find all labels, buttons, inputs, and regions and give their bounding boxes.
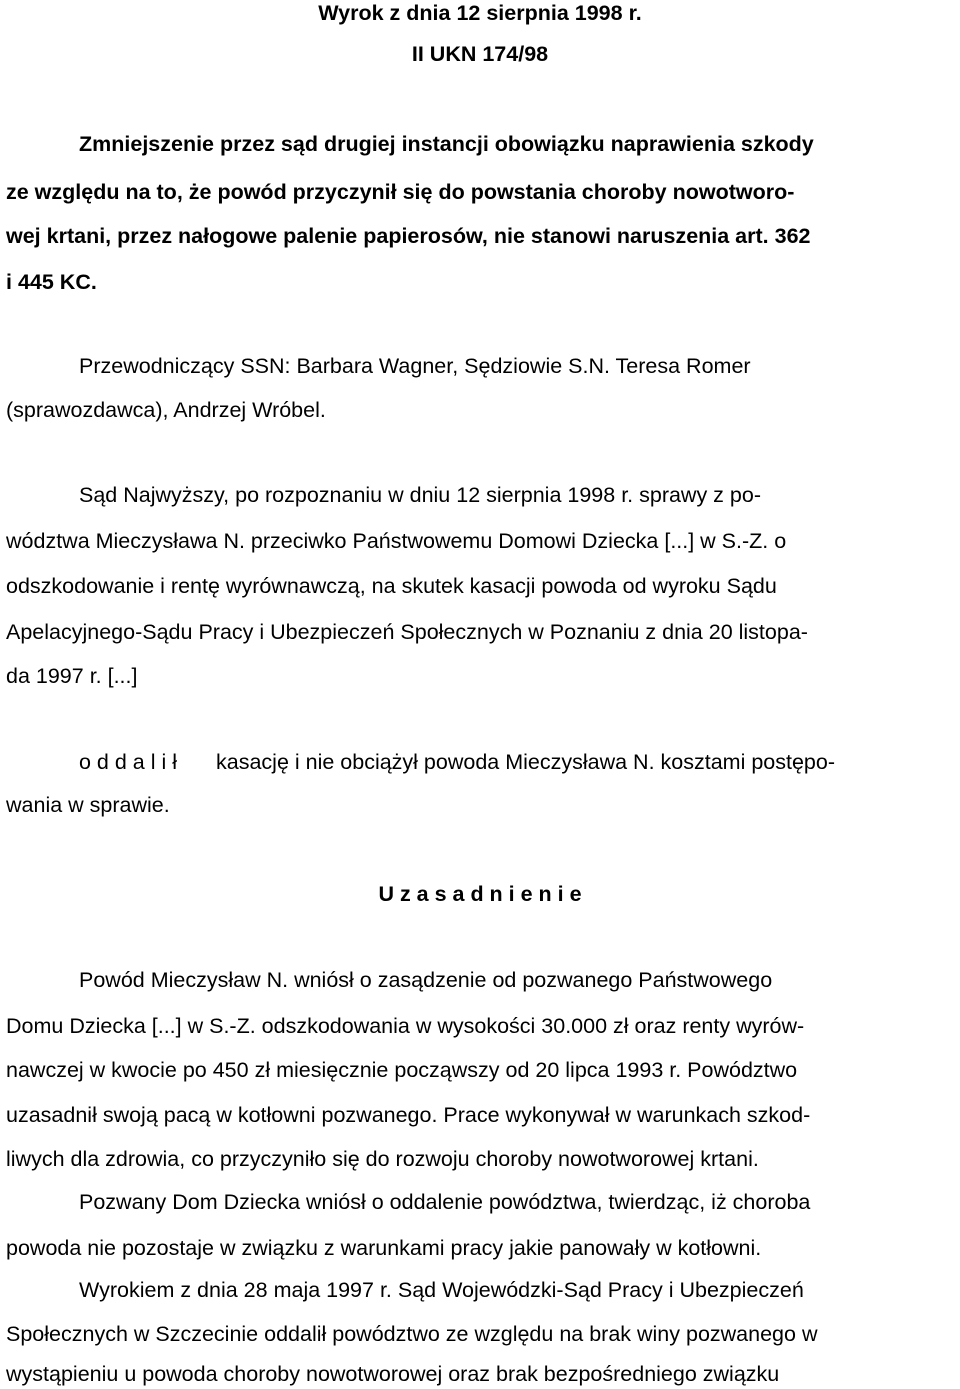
justification-line: Społecznych w Szczecinie oddalił powództwo ze względu na brak winy pozwanego w [6, 1322, 818, 1346]
justification-line: powoda nie pozostaje w związku z warunkami pracy jakie panowały w kotłowni. [6, 1236, 762, 1260]
thesis-line: Zmniejszenie przez sąd drugiej instancji obowiązku naprawienia szkody [79, 132, 814, 156]
thesis-line: wej krtani, przez nałogowe palenie papierosów, nie stanowi naruszenia art. 362 [6, 224, 811, 248]
justification-line: Powód Mieczysław N. wniósł o zasądzenie od pozwanego Państwowego [79, 968, 773, 992]
intro-line: wództwa Mieczysława N. przeciwko Państwowemu Domowi Dziecka [...] w S.-Z. o [6, 529, 787, 553]
intro-line: da 1997 r. [...] [6, 664, 138, 688]
ruling-line: kasację i nie obciążył powoda Mieczysława N. kosztami postępo- [216, 750, 835, 774]
intro-line: Apelacyjnego-Sądu Pracy i Ubezpieczeń Społecznych w Poznaniu z dnia 20 listopa- [6, 620, 808, 644]
justification-line: Domu Dziecka [...] w S.-Z. odszkodowania w wysokości 30.000 zł oraz renty wyrów- [6, 1014, 805, 1038]
intro-line: odszkodowanie i rentę wyrównawczą, na skutek kasacji powoda od wyroku Sądu [6, 574, 777, 598]
justification-heading: U z a s a d n i e n i e [378, 882, 582, 906]
thesis-line: i 445 KC. [6, 270, 97, 294]
document-title: Wyrok z dnia 12 sierpnia 1998 r. [318, 1, 642, 25]
ruling-keyword: o d d a l i ł [79, 750, 177, 774]
thesis-line: ze względu na to, że powód przyczynił się do powstania choroby nowotworo- [6, 180, 795, 204]
case-number: II UKN 174/98 [411, 42, 549, 66]
justification-line: liwych dla zdrowia, co przyczyniło się do rozwoju choroby nowotworowej krtani. [6, 1147, 759, 1171]
composition-line: (sprawozdawca), Andrzej Wróbel. [6, 398, 326, 422]
ruling-line: wania w sprawie. [6, 793, 170, 817]
justification-line: wystąpieniu u powoda choroby nowotworowej oraz brak bezpośredniego związku [6, 1362, 780, 1386]
justification-line: nawczej w kwocie po 450 zł miesięcznie począwszy od 20 lipca 1993 r. Powództwo [6, 1058, 798, 1082]
justification-line: Wyrokiem z dnia 28 maja 1997 r. Sąd Wojewódzki-Sąd Pracy i Ubezpieczeń [79, 1278, 804, 1302]
justification-line: uzasadnił swoją pacą w kotłowni pozwanego. Prace wykonywał w warunkach szkod- [6, 1103, 811, 1127]
justification-line: Pozwany Dom Dziecka wniósł o oddalenie powództwa, twierdząc, iż choroba [79, 1190, 811, 1214]
composition-line: Przewodniczący SSN: Barbara Wagner, Sędziowie S.N. Teresa Romer [79, 354, 751, 378]
intro-line: Sąd Najwyższy, po rozpoznaniu w dniu 12 sierpnia 1998 r. sprawy z po- [79, 483, 761, 507]
